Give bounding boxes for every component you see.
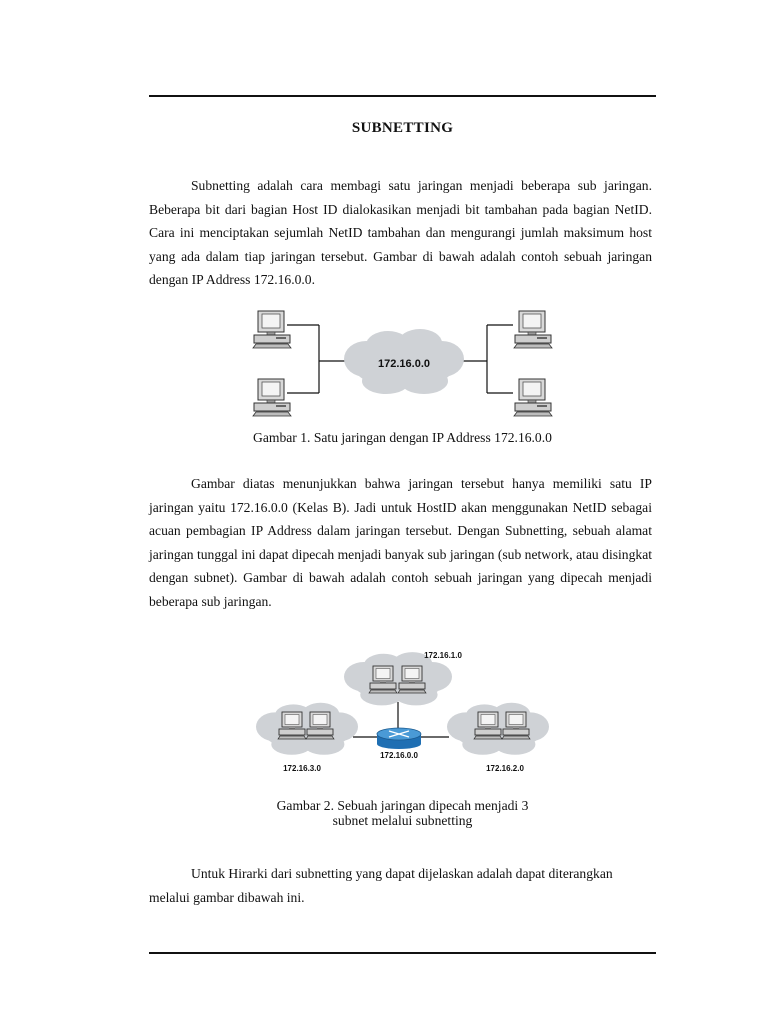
top-rule	[149, 95, 656, 97]
figure2-caption-line1: Gambar 2. Sebuah jaringan dipecah menjadi 3	[276, 798, 529, 813]
computer-icon	[514, 311, 552, 348]
bottom-rule	[149, 952, 656, 954]
paragraph-explanation: Gambar diatas menunjukkan bahwa jaringan tersebut hanya memiliki satu IP jaringan yaitu 172.16.0.0 (Kelas B). Jadi untuk HostID akan menggunakan NetID sebagai acuan pembagian IP Address dalam jaringan tersebut. Dengan Subnetting, sebuah alamat jaringan tunggal ini dapat dipecah menjadi banyak sub jaringan (sub network, atau disingkat dengan subnet). Gambar di bawah adalah contoh sebuah jaringan yang dipecah menjadi beberapa sub jaringan.	[149, 476, 652, 609]
cloud-subnet-top	[344, 652, 452, 705]
figure2-caption	[149, 798, 656, 828]
subnet-left-label: 172.16.3.0	[283, 764, 321, 773]
router-icon	[377, 728, 421, 749]
subnet-top-label: 172.16.1.0	[424, 651, 462, 660]
computer-icon	[306, 712, 334, 739]
computer-icon	[253, 379, 291, 416]
computer-icon	[369, 666, 397, 693]
computer-icon	[278, 712, 306, 739]
subnet-right-label: 172.16.2.0	[486, 764, 524, 773]
page-title: SUBNETTING	[351, 120, 454, 136]
router-label: 172.16.0.0	[380, 751, 418, 760]
figure1-caption: Gambar 1. Satu jaringan dengan IP Address 172.16.0.0	[253, 430, 552, 445]
computer-icon	[514, 379, 552, 416]
computer-icon	[398, 666, 426, 693]
cloud-label: 172.16.0.0	[378, 358, 430, 370]
figure-single-network	[245, 305, 555, 420]
figure2-caption-line2: subnet melalui subnetting	[332, 813, 473, 828]
figure-subnets	[255, 640, 555, 780]
paragraph-hierarchy: Untuk Hirarki dari subnetting yang dapat dijelaskan adalah dapat diterangkan melalui gambar dibawah ini.	[149, 866, 613, 905]
computer-icon	[502, 712, 530, 739]
paragraph-intro: Subnetting adalah cara membagi satu jaringan menjadi beberapa sub jaringan. Beberapa bit dari bagian Host ID dialokasikan menjadi bit tambahan pada bagian NetID. Cara ini menciptakan sejumlah NetID tambahan dan mengurangi jumlah maksimum host yang ada dalam tiap jaringan tersebut. Gambar di bawah adalah contoh sebuah jaringan dengan IP Address 172.16.0.0.	[149, 178, 652, 288]
computer-icon	[253, 311, 291, 348]
computer-icon	[474, 712, 502, 739]
